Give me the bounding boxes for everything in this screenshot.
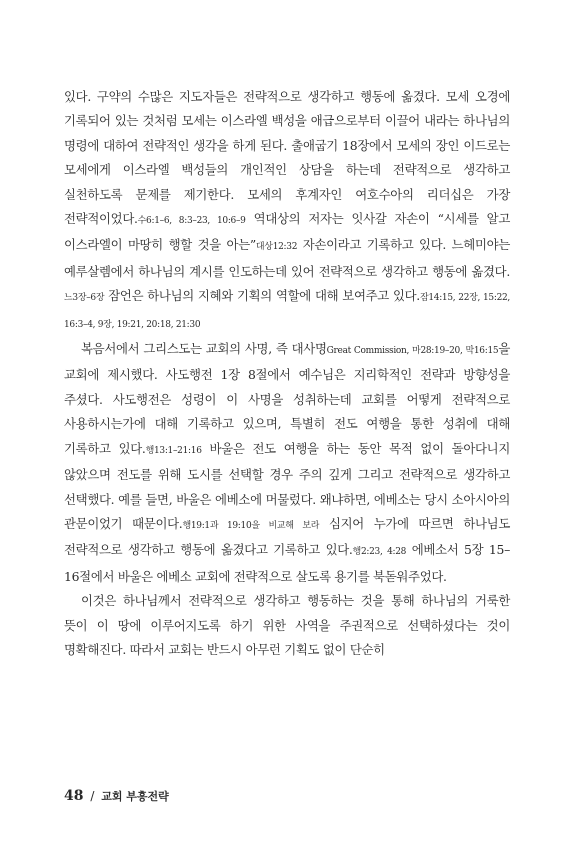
page-footer: [64, 788, 169, 804]
paragraph-text: 복음서에서 그리스도는 교회의 사명, 즉 대사명: [81, 341, 327, 357]
scripture-reference: 행2:23, 4:28: [352, 547, 407, 558]
paragraph-3: [64, 589, 510, 662]
page-number: 48: [64, 788, 84, 804]
paragraph-1: [64, 85, 510, 337]
paragraph-2: [64, 337, 510, 589]
paragraph-text: 자손이라고 기록하고 있다. 느헤미야는 예루살렘에서 하나님의 계시를 인도하는데 있어 전략적으로 생각하고 행동에 옮겼다.: [64, 237, 510, 279]
paragraph-text: 잠언은 하나님의 지혜와 기획의 역할에 대해 보여주고 있다.: [104, 288, 420, 304]
paragraph-text: 있다. 구약의 수많은 지도자들은 전략적으로 생각하고 행동에 옮겼다. 모세 오경에 기록되어 있는 것처럼 모세는 이스라엘 백성을 애급으로부터 이끌어 내라는 하나님의 명령에 대하여 전략적인 생각을 하게 된다. 출애굽기 18장에서 모세의 장인 이드로는 모세에게 이스라엘 백성들의 개인적인 상담을 하는데 전략적으로 생각하고 실천하도록 문제를 제기한다. 모세의 후계자인 여호수아의 리더십은 가장 전략적이었다.: [64, 89, 510, 227]
scripture-reference: 수6:1–6, 8:3–23, 10:6–9: [137, 216, 246, 227]
scripture-reference: 잠14:15, 22장, 15:22, 16:3–4, 9장, 19:21, 20:18, 21:30: [64, 293, 510, 330]
paragraph-text: 에베소서 5장 15–16절에서 바울은 에베소 교회에 전략적으로 살도록 용기를 북돋워주었다.: [64, 542, 510, 584]
scripture-reference: 행13:1–21:16: [145, 445, 202, 456]
paragraph-text: 역대상의 저자는 잇사갈 자손이 “시세를 알고 이스라엘이 마땅히 행할 것을 아는”: [64, 211, 510, 253]
paragraph-text: 심지어 누가에 따르면 하나님도 전략적으로 생각하고 행동에 옮겼다고 기록하고 있다.: [64, 515, 510, 558]
scripture-reference: Great Commission, 마28:19–20, 막16:15: [326, 346, 499, 357]
footer-separator: /: [90, 789, 95, 803]
scripture-reference: 대상12:32: [255, 242, 298, 253]
body-text: [64, 85, 510, 662]
running-title: 교회 부흥전략: [101, 790, 169, 803]
scripture-reference: 느3장–6장: [64, 293, 105, 304]
paragraph-text: 을 교회에 제시했다. 사도행전 1장 8절에서 예수님은 지리학적인 전략과 방향성을 주셨다. 사도행전은 성령이 이 사명을 성취하는데 교회를 어떻게 전략적으로 사용하시는가에 대해 기록하고 있으며, 특별히 전도 여행을 통한 성취에 대해 기록하고 있다.: [64, 341, 510, 456]
paragraph-text: 바울은 전도 여행을 하는 동안 목적 없이 돌아다니지 않았으며 전도를 위해 도시를 선택할 경우 주의 깊게 그리고 전략적으로 생각하고 선택했다. 예를 들면, 바울은 에베소에 머물렀다. 왜냐하면, 에베소는 당시 소아시아의 관문이었기 때문이다.: [64, 440, 510, 531]
paragraph-text: 이것은 하나님께서 전략적으로 생각하고 행동하는 것을 통해 하나님의 거룩한 뜻이 이 땅에 이루어지도록 하기 위한 사역을 주권적으로 선택하셨다는 것이 명확해진다. 따라서 교회는 반드시 아무런 기획도 없이 단순히: [64, 593, 510, 657]
scripture-reference: 행19:1과 19:10을 비교해 보라: [182, 520, 320, 531]
